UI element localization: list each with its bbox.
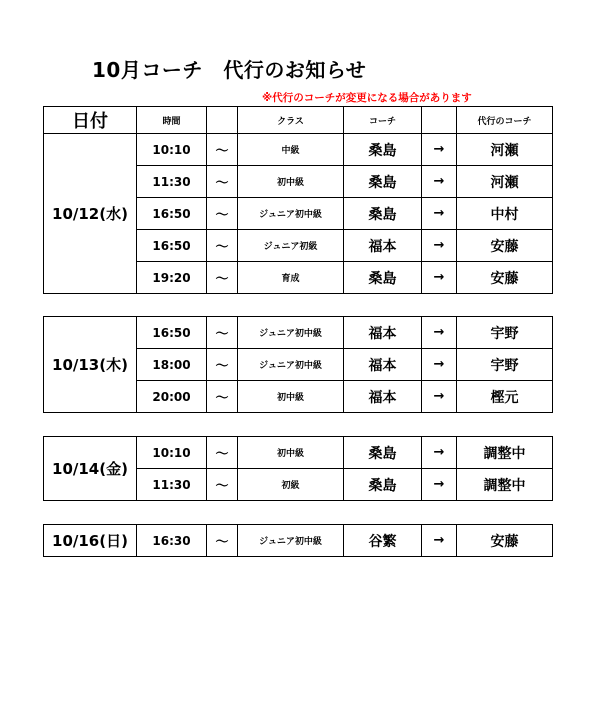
class-cell: ジュニア初級	[238, 230, 344, 262]
time-cell: 16:50	[137, 198, 207, 230]
class-cell: 初中級	[238, 166, 344, 198]
page-title: 10月コーチ 代行のお知らせ	[92, 58, 367, 82]
coach-cell: 桑島	[344, 198, 422, 230]
time-cell: 20:00	[137, 381, 207, 413]
class-cell: ジュニア初中級	[238, 198, 344, 230]
date-cell: 10/12(水)	[44, 134, 137, 294]
header-time: 時間	[137, 107, 207, 134]
class-cell: 育成	[238, 262, 344, 294]
arrow-cell: →	[422, 525, 457, 557]
class-cell: ジュニア初中級	[238, 317, 344, 349]
date-cell: 10/13(木)	[44, 317, 137, 413]
tilde-cell: ～	[207, 198, 238, 230]
sub-coach-cell: 安藤	[457, 525, 553, 557]
schedule-table-1013	[43, 316, 553, 413]
coach-cell: 福本	[344, 349, 422, 381]
coach-cell: 桑島	[344, 262, 422, 294]
class-cell: ジュニア初中級	[238, 349, 344, 381]
arrow-cell: →	[422, 381, 457, 413]
sub-coach-cell: 安藤	[457, 230, 553, 262]
coach-cell: 福本	[344, 381, 422, 413]
tilde-cell: ～	[207, 349, 238, 381]
sub-coach-cell: 樫元	[457, 381, 553, 413]
coach-cell: 桑島	[344, 437, 422, 469]
arrow-cell: →	[422, 230, 457, 262]
coach-cell: 福本	[344, 230, 422, 262]
header-arrow-spacer	[422, 107, 457, 134]
arrow-cell: →	[422, 349, 457, 381]
header-sub: 代行のコーチ	[457, 107, 553, 134]
table-row	[44, 525, 553, 557]
header-class: クラス	[238, 107, 344, 134]
header-date: 日付	[44, 107, 137, 134]
sub-coach-cell: 中村	[457, 198, 553, 230]
date-cell: 10/16(日)	[44, 525, 137, 557]
tilde-cell: ～	[207, 437, 238, 469]
arrow-cell: →	[422, 166, 457, 198]
time-cell: 16:50	[137, 317, 207, 349]
sub-coach-cell: 調整中	[457, 469, 553, 501]
header-coach: コーチ	[344, 107, 422, 134]
header-tilde-spacer	[207, 107, 238, 134]
class-cell: 初級	[238, 469, 344, 501]
class-cell: 中級	[238, 134, 344, 166]
arrow-cell: →	[422, 317, 457, 349]
class-cell: ジュニア初中級	[238, 525, 344, 557]
tilde-cell: ～	[207, 317, 238, 349]
coach-cell: 桑島	[344, 469, 422, 501]
header-row	[44, 107, 553, 134]
time-cell: 11:30	[137, 469, 207, 501]
tilde-cell: ～	[207, 230, 238, 262]
tilde-cell: ～	[207, 262, 238, 294]
tilde-cell: ～	[207, 134, 238, 166]
schedule-table-1014	[43, 436, 553, 501]
sub-coach-cell: 河瀬	[457, 166, 553, 198]
time-cell: 19:20	[137, 262, 207, 294]
table-row	[44, 437, 553, 469]
schedule-table-1012	[43, 106, 553, 294]
sub-coach-cell: 安藤	[457, 262, 553, 294]
time-cell: 18:00	[137, 349, 207, 381]
arrow-cell: →	[422, 198, 457, 230]
class-cell: 初中級	[238, 437, 344, 469]
time-cell: 11:30	[137, 166, 207, 198]
tilde-cell: ～	[207, 525, 238, 557]
sub-coach-cell: 河瀬	[457, 134, 553, 166]
coach-cell: 福本	[344, 317, 422, 349]
change-notice: ※代行のコーチが変更になる場合があります	[262, 92, 472, 104]
tilde-cell: ～	[207, 381, 238, 413]
arrow-cell: →	[422, 262, 457, 294]
tilde-cell: ～	[207, 469, 238, 501]
table-row	[44, 134, 553, 166]
arrow-cell: →	[422, 469, 457, 501]
coach-cell: 桑島	[344, 134, 422, 166]
class-cell: 初中級	[238, 381, 344, 413]
sub-coach-cell: 調整中	[457, 437, 553, 469]
sub-coach-cell: 宇野	[457, 317, 553, 349]
sub-coach-cell: 宇野	[457, 349, 553, 381]
arrow-cell: →	[422, 437, 457, 469]
table-row	[44, 317, 553, 349]
schedule-table-1016	[43, 524, 553, 557]
time-cell: 16:50	[137, 230, 207, 262]
tilde-cell: ～	[207, 166, 238, 198]
coach-cell: 谷繁	[344, 525, 422, 557]
time-cell: 10:10	[137, 437, 207, 469]
date-cell: 10/14(金)	[44, 437, 137, 501]
coach-cell: 桑島	[344, 166, 422, 198]
arrow-cell: →	[422, 134, 457, 166]
time-cell: 10:10	[137, 134, 207, 166]
time-cell: 16:30	[137, 525, 207, 557]
